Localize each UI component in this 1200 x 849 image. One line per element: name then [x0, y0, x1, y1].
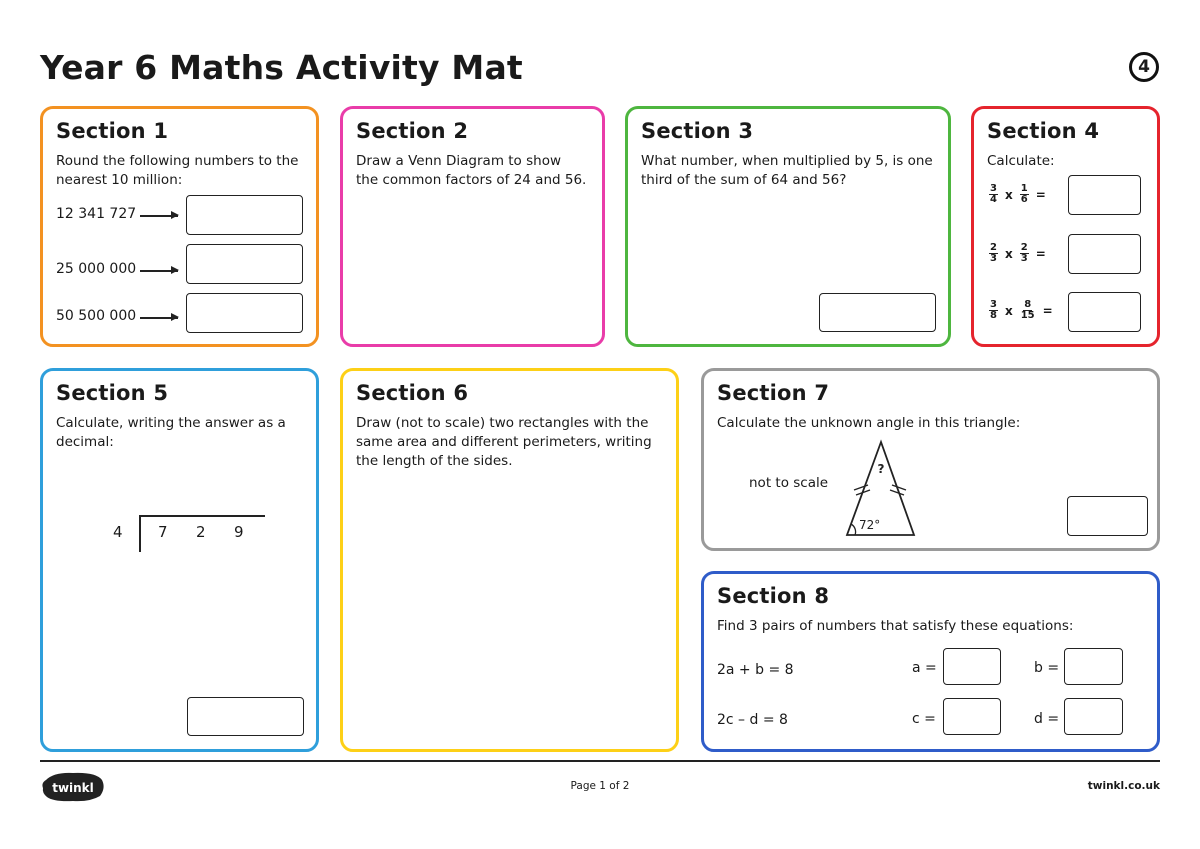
section-4-title: Section 4 — [987, 119, 1100, 143]
answer-box-c[interactable] — [943, 698, 1001, 735]
logo-text: twinkl — [52, 781, 94, 795]
fraction-problem — [987, 243, 1051, 264]
section-7-card — [701, 368, 1160, 551]
variable-label: b = — [1034, 660, 1060, 676]
variable-label: c = — [912, 711, 936, 727]
section-5-prompt-line: decimal: — [56, 434, 114, 450]
section-3-prompt-line: What number, when multiplied by 5, is one — [641, 153, 933, 169]
page-title: Year 6 Maths Activity Mat — [40, 48, 523, 87]
unknown-angle-label: ? — [877, 462, 885, 476]
answer-box-a[interactable] — [943, 648, 1001, 685]
denominator: 3 — [990, 253, 997, 264]
divisor: 4 — [113, 523, 123, 541]
equal-side-tick — [892, 485, 906, 490]
equals-sign: = — [1035, 187, 1046, 202]
section-1-prompt-line: nearest 10 million: — [56, 172, 183, 188]
numerator: 8 — [1024, 299, 1032, 310]
known-angle-label: 72° — [859, 518, 881, 532]
section-1-title: Section 1 — [56, 119, 169, 143]
section-3-card — [625, 106, 951, 347]
division-bracket — [139, 515, 141, 552]
equation: 2c – d = 8 — [717, 712, 788, 728]
fraction-problem — [987, 184, 1051, 205]
round-number: 50 500 000 — [56, 308, 137, 324]
section-2-card — [340, 106, 605, 347]
numerator: 3 — [990, 183, 997, 194]
section-6-prompt-line: same area and different perimeters, writing — [356, 434, 652, 450]
mat-number-badge: 4 — [1129, 52, 1159, 82]
fraction — [1020, 300, 1036, 321]
fraction — [1020, 184, 1029, 205]
footer-divider — [40, 760, 1160, 762]
fraction-problem — [987, 300, 1058, 321]
answer-box[interactable] — [186, 195, 303, 235]
angle-arc — [851, 524, 856, 535]
section-4-card — [971, 106, 1160, 347]
numerator: 2 — [990, 242, 997, 253]
dividend-digit: 9 — [234, 523, 244, 541]
section-7-prompt: Calculate the unknown angle in this triangle: — [717, 415, 1021, 431]
division-bracket — [139, 515, 265, 517]
section-8-card — [701, 571, 1160, 752]
arrow-icon — [140, 270, 178, 272]
section-1-card — [40, 106, 319, 347]
answer-box-b[interactable] — [1064, 648, 1123, 685]
section-1-prompt — [56, 152, 298, 190]
multiply-sign: x — [1004, 303, 1013, 318]
denominator: 6 — [1020, 194, 1028, 205]
section-8-title: Section 8 — [717, 584, 830, 608]
section-6-title: Section 6 — [356, 381, 469, 405]
equals-sign: = — [1042, 303, 1053, 318]
multiply-sign: x — [1004, 187, 1013, 202]
isosceles-triangle — [842, 439, 920, 539]
section-7-title: Section 7 — [717, 381, 830, 405]
section-3-title: Section 3 — [641, 119, 754, 143]
section-2-title: Section 2 — [356, 119, 469, 143]
section-6-prompt-line: Draw (not to scale) two rectangles with the — [356, 415, 649, 431]
fraction — [1020, 243, 1029, 264]
equation: 2a + b = 8 — [717, 662, 794, 678]
denominator: 3 — [1020, 253, 1028, 264]
arrow-icon — [140, 215, 178, 217]
numerator: 2 — [1020, 242, 1028, 253]
numerator: 3 — [990, 299, 997, 310]
round-number: 25 000 000 — [56, 261, 137, 277]
answer-box[interactable] — [1068, 292, 1141, 332]
answer-box[interactable] — [819, 293, 936, 332]
dividend-digit: 2 — [196, 523, 206, 541]
answer-box-d[interactable] — [1064, 698, 1123, 735]
site-url[interactable]: twinkl.co.uk — [1087, 780, 1160, 792]
variable-label: a = — [912, 660, 937, 676]
multiply-sign: x — [1004, 246, 1013, 261]
answer-box[interactable] — [1068, 234, 1141, 274]
numerator: 1 — [1020, 183, 1028, 194]
answer-box[interactable] — [187, 697, 304, 736]
section-2-prompt-line: the common factors of 24 and 56. — [356, 172, 587, 188]
fraction — [989, 300, 998, 321]
fraction — [989, 243, 998, 264]
equals-sign: = — [1035, 246, 1046, 261]
section-2-prompt-line: Draw a Venn Diagram to show — [356, 153, 561, 169]
section-5-prompt-line: Calculate, writing the answer as a — [56, 415, 286, 431]
section-5-card — [40, 368, 319, 752]
section-6-prompt — [356, 414, 652, 471]
section-2-prompt — [356, 152, 586, 190]
section-4-prompt: Calculate: — [987, 153, 1055, 169]
section-3-prompt-line: third of the sum of 64 and 56? — [641, 172, 847, 188]
equal-side-tick — [890, 490, 904, 495]
denominator: 8 — [990, 310, 997, 321]
answer-box[interactable] — [1067, 496, 1148, 536]
answer-box[interactable] — [186, 244, 303, 284]
section-6-prompt-line: the length of the sides. — [356, 453, 513, 469]
equal-side-tick — [854, 485, 868, 490]
denominator: 15 — [1020, 310, 1035, 321]
round-number: 12 341 727 — [56, 206, 137, 222]
section-6-card — [340, 368, 679, 752]
section-1-prompt-line: Round the following numbers to the — [56, 153, 299, 169]
variable-label: d = — [1034, 711, 1060, 727]
section-3-prompt — [641, 152, 933, 190]
denominator: 4 — [990, 194, 997, 205]
answer-box[interactable] — [186, 293, 303, 333]
fraction — [989, 184, 998, 205]
dividend-digit: 7 — [158, 523, 168, 541]
scale-note: not to scale — [749, 475, 829, 491]
arrow-icon — [140, 317, 178, 319]
section-5-title: Section 5 — [56, 381, 169, 405]
section-5-prompt — [56, 414, 286, 452]
answer-box[interactable] — [1068, 175, 1141, 215]
page-number: Page 1 of 2 — [570, 780, 630, 792]
section-8-prompt: Find 3 pairs of numbers that satisfy these equations: — [717, 618, 1074, 634]
